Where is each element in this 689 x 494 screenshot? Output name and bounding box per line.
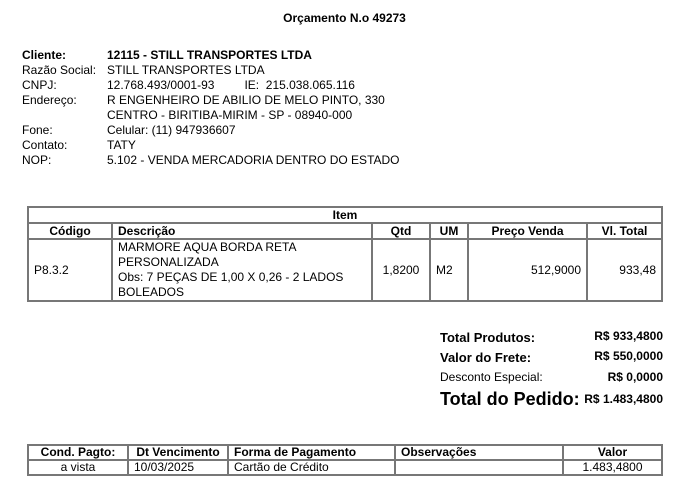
col-observacoes: Observações xyxy=(395,445,563,460)
total-pedido-value: R$ 1.483,4800 xyxy=(584,392,663,406)
fone-value: Celular: (11) 947936607 xyxy=(107,123,236,137)
col-forma-pagamento: Forma de Pagamento xyxy=(228,445,395,460)
contato-label: Contato: xyxy=(22,138,68,152)
cell-preco-venda: 512,9000 xyxy=(468,239,587,301)
ie-value: 215.038.065.116 xyxy=(265,78,355,92)
col-vl-total: Vl. Total xyxy=(587,223,662,239)
col-descricao: Descrição xyxy=(112,223,372,239)
total-pedido-row xyxy=(440,390,663,414)
endereco-line1: R ENGENHEIRO DE ABILIO DE MELO PINTO, 330 xyxy=(107,93,385,107)
col-preco-venda: Preço Venda xyxy=(468,223,587,239)
table-row xyxy=(28,239,662,301)
client-value: 12115 - STILL TRANSPORTES LTDA xyxy=(107,48,312,62)
cnpj-label: CNPJ: xyxy=(22,78,57,92)
endereco-line2: CENTRO - BIRITIBA-MIRIM - SP - 08940-000 xyxy=(107,108,353,122)
descricao-line: MARMORE AQUA BORDA RETA xyxy=(118,240,297,254)
payment-table xyxy=(27,444,663,476)
items-group-header-row xyxy=(28,207,662,223)
col-dt-vencimento: Dt Vencimento xyxy=(128,445,228,460)
nop-value: 5.102 - VENDA MERCADORIA DENTRO DO ESTADO xyxy=(107,153,400,167)
contato-value: TATY xyxy=(107,138,136,152)
table-row xyxy=(28,460,662,475)
cell-observacoes xyxy=(395,460,563,475)
client-label: Cliente: xyxy=(22,48,67,62)
cnpj-value: 12.768.493/0001-93 xyxy=(107,78,215,92)
endereco-label: Endereço: xyxy=(22,93,77,107)
cell-valor: 1.483,4800 xyxy=(563,460,662,475)
document-title xyxy=(0,11,689,25)
col-cond-pagto: Cond. Pagto: xyxy=(28,445,128,460)
cell-forma-pagamento: Cartão de Crédito xyxy=(228,460,395,475)
total-produtos-row xyxy=(440,330,663,350)
nop-label: NOP: xyxy=(22,153,52,167)
cell-descricao xyxy=(112,239,372,301)
items-group-header: Item xyxy=(28,207,662,223)
cell-cond-pagto: a vista xyxy=(28,460,128,475)
cell-codigo: P8.3.2 xyxy=(28,239,112,301)
frete-value: R$ 550,0000 xyxy=(594,349,663,363)
desconto-label: Desconto Especial: xyxy=(440,370,543,384)
frete-row xyxy=(440,350,663,370)
cell-vl-total: 933,48 xyxy=(587,239,662,301)
cnpj-ie-value xyxy=(107,78,355,93)
col-valor: Valor xyxy=(563,445,662,460)
desconto-value: R$ 0,0000 xyxy=(607,370,663,384)
razao-social-value: STILL TRANSPORTES LTDA xyxy=(107,63,265,77)
total-produtos-value: R$ 933,4800 xyxy=(594,329,663,343)
totals-block xyxy=(440,330,663,414)
cell-dt-vencimento: 10/03/2025 xyxy=(128,460,228,475)
descricao-line: PERSONALIZADA xyxy=(118,255,219,269)
payment-header-row xyxy=(28,445,662,460)
col-um: UM xyxy=(430,223,468,239)
frete-label: Valor do Frete: xyxy=(440,350,532,365)
cell-qtd: 1,8200 xyxy=(372,239,430,301)
fone-label: Fone: xyxy=(22,123,53,137)
col-codigo: Código xyxy=(28,223,112,239)
desconto-row xyxy=(440,370,663,390)
razao-social-label: Razão Social: xyxy=(22,63,97,77)
total-pedido-label: Total do Pedido: xyxy=(440,389,580,409)
ie-label: IE: xyxy=(244,78,260,92)
descricao-obs-line: Obs: 7 PEÇAS DE 1,00 X 0,26 - 2 LADOS xyxy=(118,270,344,284)
total-produtos-label: Total Produtos: xyxy=(440,330,536,345)
items-table xyxy=(27,206,663,302)
items-column-header-row xyxy=(28,223,662,239)
quote-number: Orçamento N.o 49273 xyxy=(283,11,406,25)
descricao-obs-line: BOLEADOS xyxy=(118,285,185,299)
cell-um: M2 xyxy=(430,239,468,301)
col-qtd: Qtd xyxy=(372,223,430,239)
